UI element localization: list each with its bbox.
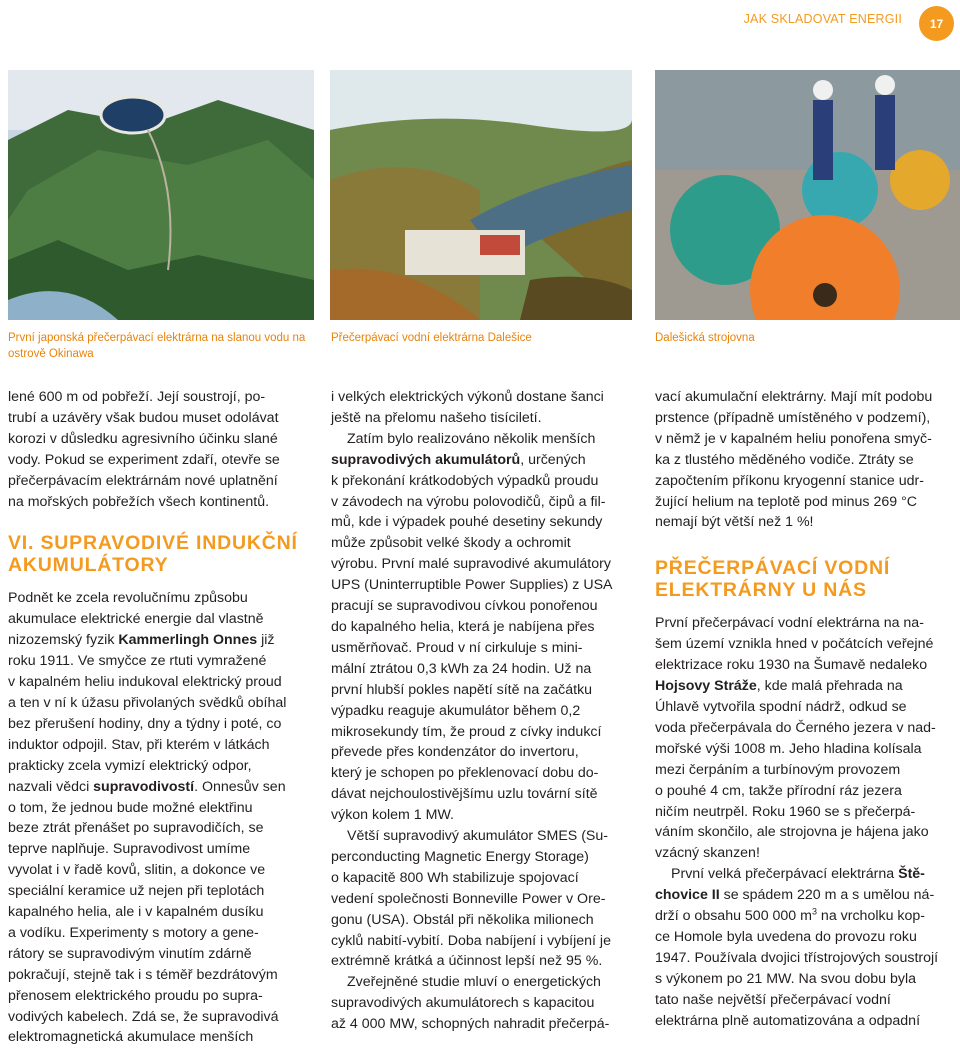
dam-photo xyxy=(330,70,632,320)
reservoir-photo xyxy=(8,70,314,320)
text-column-2 xyxy=(331,387,631,1035)
paragraph: Zveřejněné studie mluví o energetických supravodivých akumulátorech s kapacitou až 4 000 MW, schopných nahradit přečerpá- xyxy=(331,974,610,1033)
text-column-3 xyxy=(655,387,955,1031)
paragraph: Větší supravodivý akumulátor SMES (Su- perconducting Magnetic Energy Storage) o kapacitě 800 Wh stabilizuje spojovací vedení společnosti Bonneville Power v Ore- gonu (USA). Obstál při několika milionech cyklů nabití-vybití. Doba nabíjení i vybíjení je extrémně krátká a účinnost lepší než 95 %. xyxy=(331,828,611,970)
paragraph: První přečerpávací vodní elektrárna na na- šem území vznikla hned v počátcích veřejné elektrizace roku 1930 na Šumavě nedaleko Hojsovy Stráže, kde malá přehrada na Úhlavě vytvořila spodní nádrž, odkud se voda přečerpávala do Černého jezera v nad- mořské výši 1008 m. Jeho hladina kolísala mezi čerpáním a turbínovým provozem o pouhé 4 cm, takže přírodní ráz jezera ničím neutrpěl. Roku 1960 se s přečerpá- váním skončilo, ale strojovna je hájena jako vzácný skanzen! xyxy=(655,615,936,862)
paragraph: vací akumulační elektrárny. Mají mít podobu prstence (případně umístěného v podzemí), v němž je v kapalném heliu ponořena smyč- ka z tlustého měděného vodiče. Ztráty se započtením příkonu kryogenní stanice udr- žující helium na teplotě pod minus 269 °C nemají být větší než 1 %! xyxy=(655,389,933,531)
paragraph: Podnět ke zcela revolučnímu způsobu akumulace elektrické energie dal vlastně nizozemský fyzik Kammerlingh Onnes již roku 1911. Ve smyčce ze rtuti vymražené v kapalném heliu indukoval elektrický proud a ten v ní k úžasu přivolaných svědků obíhal bez přerušení hodiny, dny a týdny i poté, co induktor odpojil. Stav, při kterém v látkách prakticky zcela vymizí elektrický odpor, nazvali vědci supravodivostí. Onnesův sen o tom, že jednou bude možné elektřinu beze ztrát přenášet po supravodičích, se teprve naplňuje. Supravodivost umíme vyvolat i v řadě kovů, slitin, a dokonce ve speciální keramice už nejen při teplotách kapalného helia, ale i v kapalném dusíku a vodíku. Experimenty s motory a gene- rátory se supravodivým vinutím zdárně pokračují, stejně tak i s téměř bezdrátovým přenosem elektrického proudu po supra- vodivých kabelech. Zdá se, že supravodivá elektromagnetická akumulace menších xyxy=(8,590,287,1046)
paragraph: Zatím bylo realizováno několik menších supravodivých akumulátorů, určených k překonání krátkodobých výpadků proudu v závodech na výrobu polovodičů, čipů a fil- mů, kde i výpadek pouhé desetiny sekundy může způsobit velké škody a ochromit výrobu. První malé supravodivé akumulátory UPS (Uninterruptible Power Supplies) z USA pracují se supravodivou cívkou ponořenou do kapalného helia, která je nabíjena přes usměrňovač. Proud v ní cirkuluje s mini- mální ztrátou 0,3 kWh za 24 hodin. Už na první hlubší pokles napětí sítě na začátku výpadku reaguje akumulátor během 0,2 mikrosekundy tím, že proud z cívky indukcí převede přes kondenzátor do invertoru, který je schopen po překlenovací dobu do- dávat nejchoulostivějšímu uzlu tovární sítě výkon kolem 1 MW. xyxy=(331,430,613,824)
section-heading: PŘEČERPÁVACÍ VODNÍ ELEKTRÁRNY U NÁS xyxy=(655,557,891,602)
page-number-badge: 17 xyxy=(919,6,954,41)
paragraph: i velkých elektrických výkonů dostane šanci ještě na přelomu našeho tisíciletí. xyxy=(331,389,604,426)
photo-caption: První japonská přečerpávací elektrárna na slanou vodu na ostrově Okinawa xyxy=(8,332,306,360)
section-heading: VI. SUPRAVODIVÉ INDUKČNÍ AKUMULÁTORY xyxy=(8,532,298,577)
text-column-1 xyxy=(8,387,308,1048)
photo-caption: Přečerpávací vodní elektrárna Dalešice xyxy=(331,332,532,344)
paragraph: První velká přečerpávací elektrárna Ště- chovice II se spádem 220 m a s umělou ná- drží o obsahu 500 000 $m^3$ na vrcholku kop- ce Homole byla uvedena do provozu roku 1947. Používala dvojici třístrojových soustrojí s výkonem po 21 MW. Na svou dobu byla tato naše největší přečerpávací vodní elektrárna plně automatizována a odpadní xyxy=(655,866,939,1029)
photo-caption: Dalešická strojovna xyxy=(655,332,755,344)
engine-room-photo xyxy=(655,70,960,320)
running-header: JAK SKLADOVAT ENERGII xyxy=(743,12,902,26)
paragraph: lené 600 m od pobřeží. Její soustrojí, po- trubí a uzávěry však budou muset odolávat korozi v důsledku agresivního účinku slané vody. Pokud se experiment zdaří, otevře se přečerpávacím elektrárnám nové uplatnění na mořských pobřežích všech kontinentů. xyxy=(8,389,280,510)
